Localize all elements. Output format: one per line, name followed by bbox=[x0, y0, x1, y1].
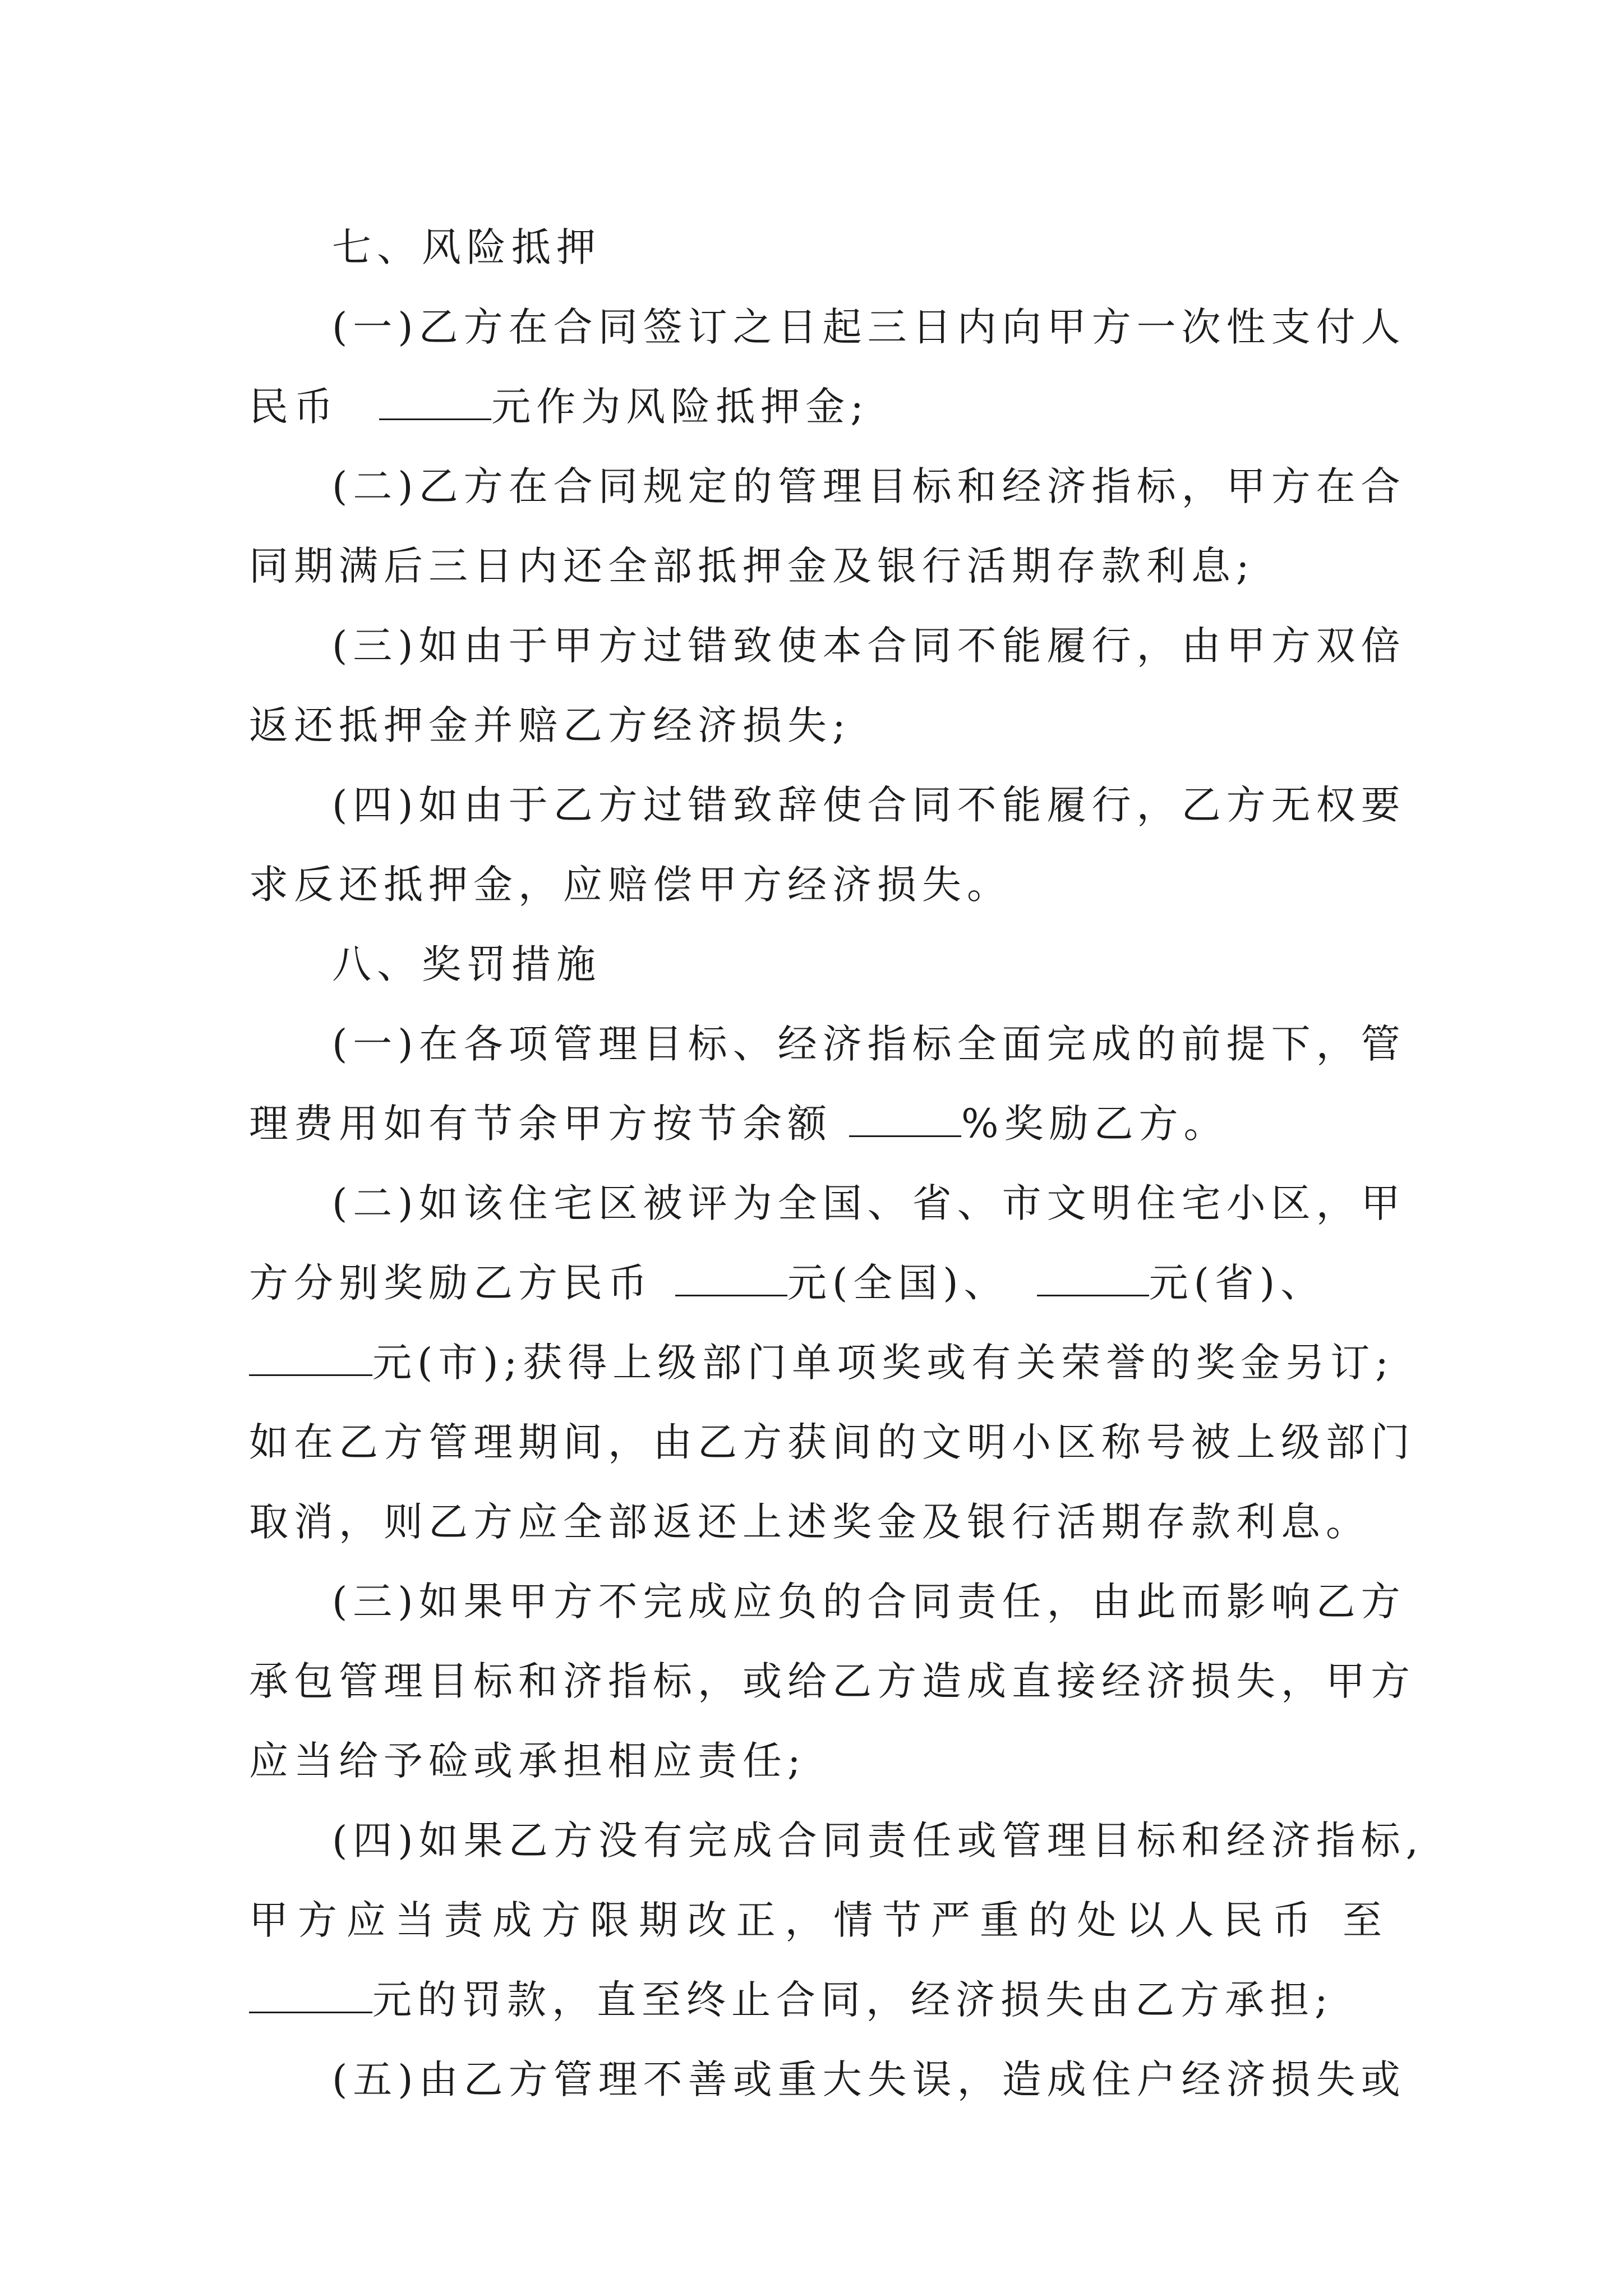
s8-clause2-line2-mid: 元(全国)、 bbox=[787, 1260, 1009, 1306]
s8-clause2-line2-post: 元(省)、 bbox=[1149, 1260, 1326, 1306]
s7-clause1-line2 bbox=[249, 367, 1387, 447]
s8-clause5-line1: (五)由乙方管理不善或重大失误，造成住户经济损失或 bbox=[332, 2056, 1406, 2102]
s7-clause3-line1: (三)如由于甲方过错致使本合同不能履行，由甲方双倍 bbox=[332, 623, 1406, 669]
s8-clause2-line3 bbox=[249, 1323, 1394, 1402]
s8-clause4-line3 bbox=[249, 1960, 1387, 2040]
s7-clause1-line1: (一)乙方在合同签订之日起三日内向甲方一次性支付人 bbox=[332, 304, 1406, 350]
s7-clause4-line1: (四)如由于乙方过错致辞使合同不能履行，乙方无权要 bbox=[332, 782, 1406, 828]
section-8-title: 八、奖罚措施 bbox=[332, 941, 601, 987]
s8-clause2-line1: (二)如该住宅区被评为全国、省、市文明住宅小区，甲 bbox=[332, 1180, 1406, 1226]
s8-clause3-line1: (三)如果甲方不完成应负的合同责任，由此而影响乙方 bbox=[332, 1579, 1406, 1625]
penalty-max-blank bbox=[249, 1978, 372, 2013]
s8-clause2-line2-pre: 方分别奖励乙方民币 bbox=[249, 1260, 653, 1306]
city-award-blank bbox=[249, 1341, 372, 1376]
savings-percent-blank bbox=[849, 1102, 961, 1137]
s7-clause2-line1: (二)乙方在合同规定的管理目标和经济指标，甲方在合 bbox=[332, 463, 1406, 509]
provincial-award-blank bbox=[1037, 1261, 1149, 1296]
national-award-blank bbox=[675, 1261, 787, 1296]
document-body bbox=[249, 208, 1424, 2119]
s8-clause4-line2: 甲方应当责成方限期改正，情节严重的处以人民币 至 bbox=[249, 1897, 1387, 1943]
s8-clause1-line2-pre: 理费用如有节余甲方按节余额 bbox=[249, 1101, 832, 1147]
s7-clause3-line2: 返还抵押金并赔乙方经济损失; bbox=[249, 702, 851, 748]
s8-clause1-line1: (一)在各项管理目标、经济指标全面完成的前提下，管 bbox=[332, 1021, 1406, 1067]
deposit-amount-blank bbox=[379, 385, 491, 420]
s7-clause1-line2-pre: 民币 bbox=[249, 384, 339, 430]
s8-clause2-line2 bbox=[249, 1243, 1387, 1323]
s8-clause2-line3-post: 元(市);获得上级部门单项奖或有关荣誉的奖金另订; bbox=[372, 1340, 1394, 1386]
s7-clause4-line2: 求反还抵押金，应赔偿甲方经济损失。 bbox=[249, 862, 1012, 908]
s8-clause4-line3-post: 元的罚款，直至终止合同，经济损失由乙方承担; bbox=[372, 1977, 1334, 2023]
s8-clause1-line2-post: %奖励乙方。 bbox=[961, 1101, 1229, 1147]
s8-clause3-line2: 承包管理目标和济指标，或给乙方造成直接经济损失，甲方 bbox=[249, 1658, 1415, 1704]
s8-clause4-line1: (四)如果乙方没有完成合同责任或管理目标和经济指标, bbox=[332, 1818, 1424, 1864]
s8-clause2-line5: 取消，则乙方应全部返还上述奖金及银行活期存款利息。 bbox=[249, 1499, 1371, 1545]
s8-clause1-line2 bbox=[249, 1084, 1387, 1163]
section-7-title: 七、风险抵押 bbox=[332, 224, 601, 270]
s8-clause3-line3: 应当给予硷或承担相应责任; bbox=[249, 1738, 806, 1784]
s8-clause2-line4: 如在乙方管理期间，由乙方获间的文明小区称号被上级部门 bbox=[249, 1419, 1415, 1465]
s7-clause2-line2: 同期满后三日内还全部抵押金及银行活期存款利息; bbox=[249, 543, 1255, 589]
s7-clause1-line2-post: 元作为风险抵押金; bbox=[491, 384, 869, 430]
